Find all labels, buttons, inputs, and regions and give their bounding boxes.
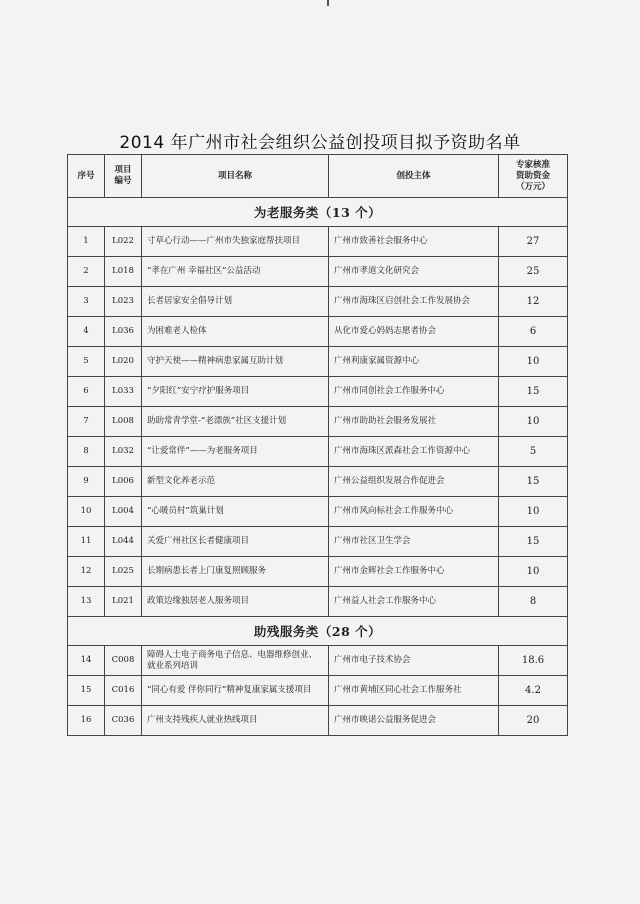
project-name: 广州支持残疾人就业热线项目 [142,706,329,736]
organization-name: 广州市风向标社会工作服务中心 [329,497,499,527]
header-fund-line1: 专家核准 [515,159,550,170]
project-name: 长者居家安全倡导计划 [142,287,329,317]
header-name: 项目名称 [142,155,329,198]
project-name: “孝在广州 幸福社区”公益活动 [142,257,329,287]
organization-name: 广州益人社会工作服务中心 [329,587,499,617]
project-code: L018 [105,257,142,287]
project-name: 关爱广州社区长者健康项目 [142,527,329,557]
organization-name: 广州利康家属资源中心 [329,347,499,377]
header-code-line2: 编号 [114,176,132,186]
organization-name: 广州市孝道文化研究会 [329,257,499,287]
table-row [68,377,568,407]
project-code: L022 [105,227,142,257]
row-index: 4 [68,317,105,347]
funding-amount: 10 [499,557,568,587]
row-index: 14 [68,646,105,676]
table-row [68,706,568,736]
page-edge-mark [327,0,329,6]
project-code: L033 [105,377,142,407]
header-code-line1: 项目 [114,165,132,175]
funding-amount: 10 [499,347,568,377]
table-row [68,646,568,676]
header-code [105,155,142,198]
table-row [68,467,568,497]
table-row [68,287,568,317]
header-fund [499,155,568,198]
project-name: 政策边缘独居老人服务项目 [142,587,329,617]
table-body [68,198,568,736]
project-code: L025 [105,557,142,587]
project-name: 为困难老人检体 [142,317,329,347]
funding-amount: 15 [499,467,568,497]
document-title: 2014 年广州市社会组织公益创投项目拟予资助名单 [119,133,521,153]
organization-name: 广州市映诺公益服务促进会 [329,706,499,736]
funding-amount: 15 [499,527,568,557]
table-row [68,407,568,437]
table-row [68,437,568,467]
project-code: L044 [105,527,142,557]
project-name: 长期病患长者上门康复照顾服务 [142,557,329,587]
table-row [68,557,568,587]
row-index: 13 [68,587,105,617]
table-row [68,257,568,287]
project-name: 助助常青学堂-“老漂族”社区支援计划 [142,407,329,437]
project-code: C008 [105,646,142,676]
funding-amount: 10 [499,407,568,437]
project-code: L023 [105,287,142,317]
organization-name: 广州市助助社会服务发展社 [329,407,499,437]
project-code: L020 [105,347,142,377]
header-fund-line3: （万元） [515,181,550,192]
organization-name: 广州市电子技术协会 [329,646,499,676]
organization-name: 从化市爱心妈妈志愿者协会 [329,317,499,347]
table-row [68,227,568,257]
project-name: 寸草心行动——广州市失独家庭帮扶项目 [142,227,329,257]
funding-amount: 12 [499,287,568,317]
category-row [68,617,568,646]
table-row [68,587,568,617]
organization-name: 广州公益组织发展合作促进会 [329,467,499,497]
organization-name: 广州市黄埔区同心社会工作服务社 [329,676,499,706]
organization-name: 广州市同创社会工作服务中心 [329,377,499,407]
row-index: 11 [68,527,105,557]
organization-name: 广州市金辉社会工作服务中心 [329,557,499,587]
header-fund-line2: 资助资金 [515,170,550,181]
category-label: 为老服务类（13 个） [68,198,568,227]
funding-amount: 4.2 [499,676,568,706]
project-name: “心暖员村”筑巢计划 [142,497,329,527]
category-row [68,198,568,227]
project-code: L032 [105,437,142,467]
row-index: 5 [68,347,105,377]
funding-amount: 18.6 [499,646,568,676]
funding-amount: 15 [499,377,568,407]
project-name: “让爱常伴”——为老服务项目 [142,437,329,467]
funding-amount: 5 [499,437,568,467]
funding-amount: 20 [499,706,568,736]
row-index: 10 [68,497,105,527]
table-row [68,527,568,557]
row-index: 1 [68,227,105,257]
table-row [68,317,568,347]
project-code: L006 [105,467,142,497]
grant-table [67,154,568,736]
table-row [68,347,568,377]
category-label: 助残服务类（28 个） [68,617,568,646]
funding-amount: 6 [499,317,568,347]
row-index: 12 [68,557,105,587]
organization-name: 广州市社区卫生学会 [329,527,499,557]
project-code: L004 [105,497,142,527]
project-name: 障碍人士电子商务电子信息、电器维修创业、就业系列培训 [142,646,329,676]
project-name: 新型文化养老示范 [142,467,329,497]
project-code: C036 [105,706,142,736]
header-index: 序号 [68,155,105,198]
table-row [68,497,568,527]
header-org: 创投主体 [329,155,499,198]
organization-name: 广州市致善社会服务中心 [329,227,499,257]
row-index: 16 [68,706,105,736]
row-index: 7 [68,407,105,437]
row-index: 6 [68,377,105,407]
row-index: 3 [68,287,105,317]
funding-amount: 10 [499,497,568,527]
table-row [68,676,568,706]
row-index: 8 [68,437,105,467]
organization-name: 广州市海珠区启创社会工作发展协会 [329,287,499,317]
organization-name: 广州市海珠区派森社会工作资源中心 [329,437,499,467]
project-name: 守护天使——精神病患家属互助计划 [142,347,329,377]
project-code: L036 [105,317,142,347]
row-index: 2 [68,257,105,287]
project-name: “同心有爱 伴你同行”精神复康家属支援项目 [142,676,329,706]
funding-amount: 25 [499,257,568,287]
funding-amount: 27 [499,227,568,257]
funding-amount: 8 [499,587,568,617]
project-name: “夕阳红”安宁疗护服务项目 [142,377,329,407]
row-index: 9 [68,467,105,497]
project-code: L021 [105,587,142,617]
header-row [68,155,568,198]
project-code: L008 [105,407,142,437]
row-index: 15 [68,676,105,706]
project-code: C016 [105,676,142,706]
